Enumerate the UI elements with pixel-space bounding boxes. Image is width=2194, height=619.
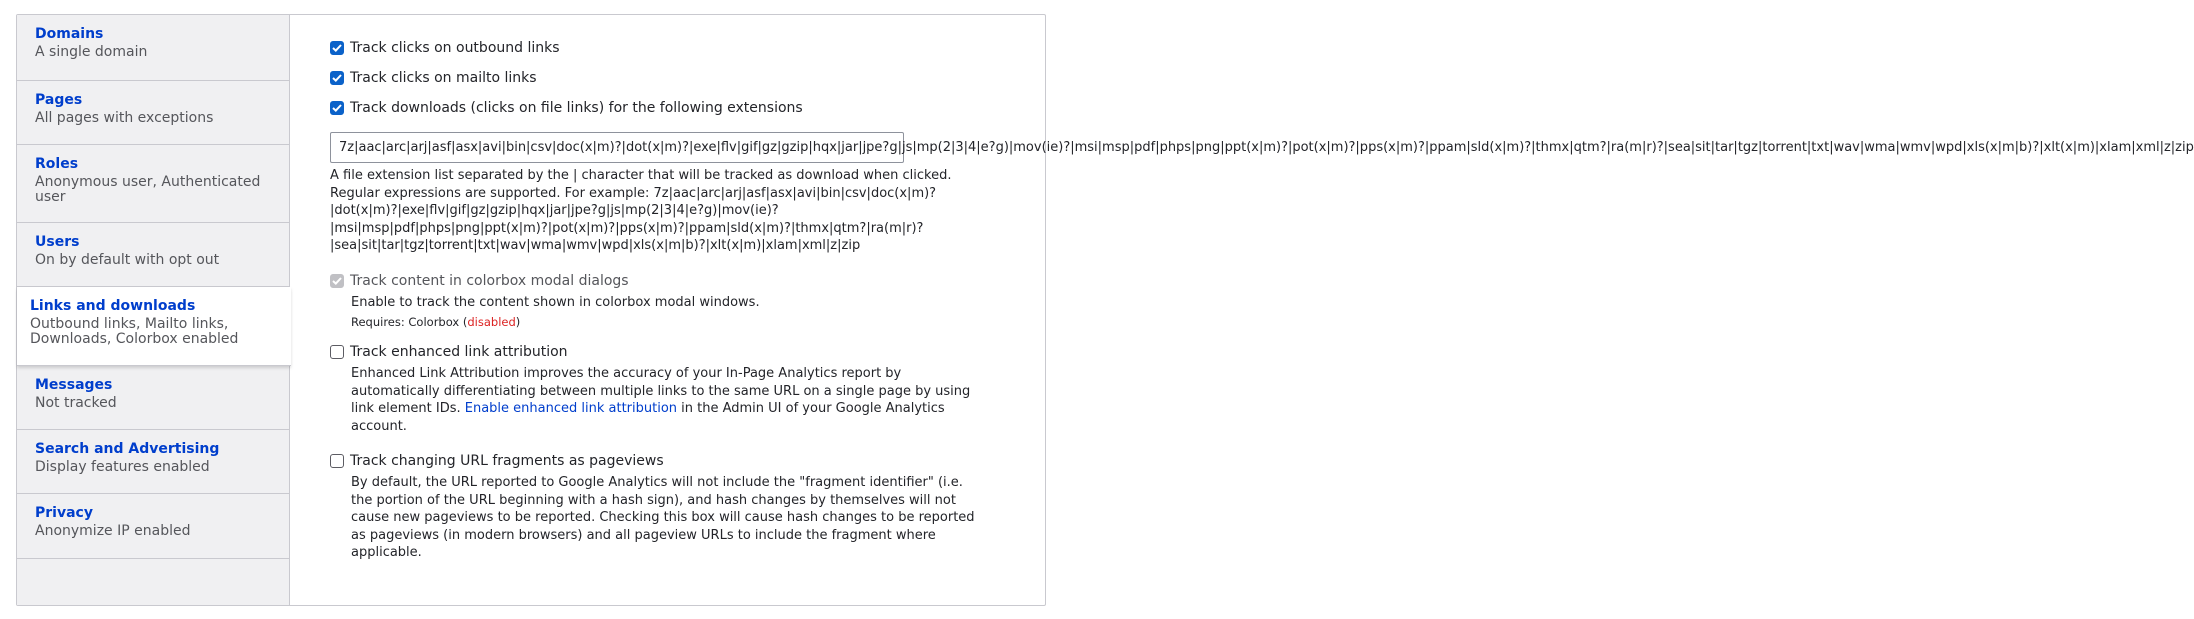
requires-status: disabled (467, 315, 516, 329)
tab-summary: Anonymize IP enabled (35, 523, 191, 539)
description-line: as pageviews (in modern browsers) and all pageview URLs to include the fragment where (351, 527, 936, 543)
enhanced-attribution-label[interactable]: Track enhanced link attribution (350, 344, 568, 360)
tab-summary: On by default with opt out (35, 252, 220, 268)
vertical-tabs-menu (17, 15, 290, 605)
downloads-option (330, 99, 803, 117)
url-fragments-label[interactable]: Track changing URL fragments as pageviews (350, 453, 664, 469)
outbound-links-option (330, 39, 560, 57)
description-line: account. (351, 418, 407, 434)
help-line: A file extension list separated by the | character that will be tracked as download when clicked. (330, 168, 952, 183)
tab-summary: Display features enabled (35, 459, 210, 475)
enhanced-attribution-option (330, 343, 568, 361)
download-extensions-help (330, 167, 1030, 255)
requires-suffix: ) (515, 315, 521, 329)
requires-prefix: Requires: Colorbox ( (351, 315, 468, 329)
downloads-checkbox[interactable] (330, 101, 344, 115)
tab-search-and-advertising[interactable] (17, 430, 289, 494)
colorbox-option (330, 272, 629, 290)
tab-summary: A single domain (35, 44, 148, 60)
checkmark-icon (332, 74, 342, 82)
mailto-links-checkbox[interactable] (330, 71, 344, 85)
outbound-links-checkbox[interactable] (330, 41, 344, 55)
description-line (351, 400, 1041, 418)
tab-privacy[interactable] (17, 494, 289, 559)
help-line: |msi|msp|pdf|phps|png|ppt(x|m)?|pot(x|m)?|pps(x|m)?|ppam|sld(x|m)?|thmx|qtm?|ra(m|r)? (330, 220, 924, 236)
tab-pages[interactable] (17, 81, 289, 145)
vertical-tabs-container (16, 14, 2194, 606)
enhanced-attribution-checkbox[interactable] (330, 345, 344, 359)
tab-users[interactable] (17, 223, 289, 287)
tab-title: Pages (35, 92, 83, 108)
colorbox-description: Enable to track the content shown in colorbox modal windows. (351, 295, 760, 310)
colorbox-checkbox (330, 274, 344, 288)
tab-summary: Not tracked (35, 395, 117, 411)
tab-summary: Outbound links, Mailto links, Downloads, Colorbox enabled (30, 316, 239, 347)
tab-pane-links-and-downloads (290, 15, 2194, 605)
mailto-links-option (330, 69, 537, 87)
description-line: cause new pageviews to be reported. Checking this box will cause hash changes to be reported (351, 510, 975, 525)
description-line: Enhanced Link Attribution improves the accuracy of your In-Page Analytics report by (351, 366, 902, 381)
checkmark-icon (332, 277, 342, 285)
description-line: By default, the URL reported to Google Analytics will not include the "fragment identifier" (i.e. (351, 475, 963, 490)
help-line: Regular expressions are supported. For example: 7z|aac|arc|arj|asf|asx|avi|bin|csv|doc(x|m)? (330, 185, 937, 201)
description-line: automatically differentiating between multiple links to the same URL on a single page by using (351, 383, 971, 399)
tab-summary: Anonymous user, Authenticated user (35, 174, 261, 205)
tab-title: Users (35, 234, 80, 250)
checkmark-icon (332, 44, 342, 52)
enhanced-attribution-description (351, 365, 1041, 435)
tab-links-and-downloads[interactable] (17, 287, 291, 366)
tab-messages[interactable] (17, 366, 289, 430)
description-text: link element IDs. (351, 401, 465, 416)
tab-title: Messages (35, 377, 113, 393)
tab-roles[interactable] (17, 145, 289, 223)
description-text: in the Admin UI of your Google Analytics (677, 401, 945, 416)
url-fragments-checkbox[interactable] (330, 454, 344, 468)
url-fragments-description (351, 474, 1041, 562)
description-line: the portion of the URL beginning with a hash sign), and hash changes by themselves will not (351, 492, 956, 508)
colorbox-label: Track content in colorbox modal dialogs (350, 273, 629, 289)
tab-domains[interactable] (17, 15, 289, 81)
download-extensions-input[interactable]: 7z|aac|arc|arj|asf|asx|avi|bin|csv|doc(x|m)?|dot(x|m)?|exe|flv|gif|gz|gzip|hqx|jar|jpe?g|js|mp(2|3|4|e?g)|mov(ie)?|msi|msp|pdf|phps|png|ppt(x|m)?|pot(x|m)?|pps(x|m)?|ppam|sld(x|m)?|thmx|qtm?|ra(m|r)?|sea|sit|tar|tgz|torrent|txt|wav|wma|wmv|wpd|xls(x|m|b)?|xlt(x|m)|xlam|xml|z|zip (330, 132, 904, 163)
checkmark-icon (332, 104, 342, 112)
tab-title: Roles (35, 156, 79, 172)
tab-title: Search and Advertising (35, 441, 220, 457)
url-fragments-option (330, 452, 664, 470)
colorbox-requires (351, 315, 520, 329)
tab-summary: All pages with exceptions (35, 110, 214, 126)
downloads-label[interactable]: Track downloads (clicks on file links) for the following extensions (350, 100, 803, 116)
mailto-links-label[interactable]: Track clicks on mailto links (350, 70, 537, 86)
tab-title: Links and downloads (30, 298, 196, 314)
help-line: |sea|sit|tar|tgz|torrent|txt|wav|wma|wmv|wpd|xls(x|m|b)?|xlt(x|m)|xlam|xml|z|zip (330, 238, 861, 253)
outbound-links-label[interactable]: Track clicks on outbound links (350, 40, 560, 56)
help-line: |dot(x|m)?|exe|flv|gif|gz|gzip|hqx|jar|jpe?g|js|mp(2|3|4|e?g)|mov(ie)? (330, 203, 779, 218)
description-line: applicable. (351, 545, 422, 560)
tab-title: Domains (35, 26, 104, 42)
tab-title: Privacy (35, 505, 93, 521)
enable-enhanced-link-attribution-link[interactable]: Enable enhanced link attribution (464, 401, 678, 416)
